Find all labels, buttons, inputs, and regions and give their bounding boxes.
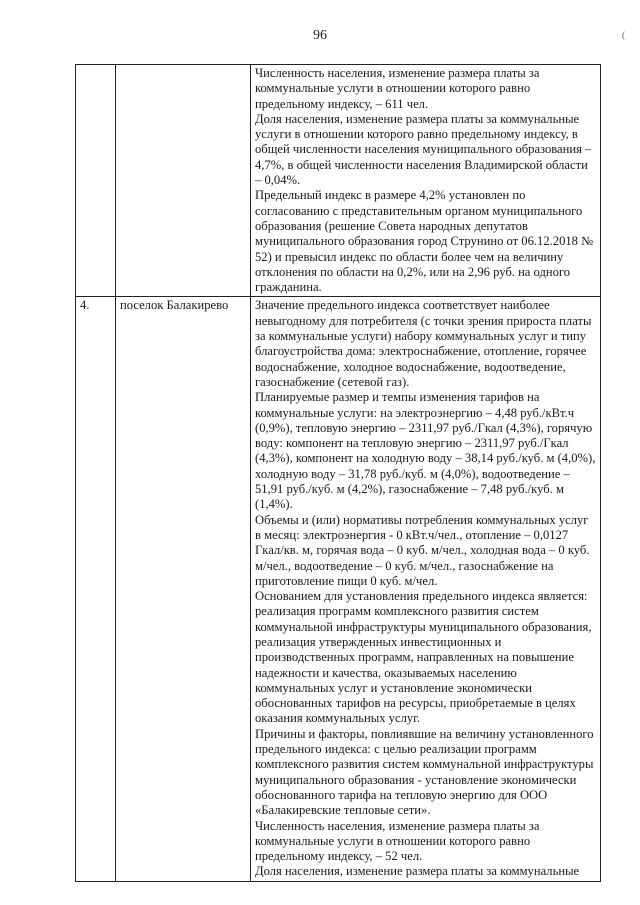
paragraph: Доля населения, изменение размера платы за коммунальные	[255, 864, 580, 879]
municipality-name-cell	[116, 65, 251, 297]
table-row	[76, 65, 601, 297]
paragraph: Причины и факторы, повлиявшие на величину установленного предельного индекса: с целью реализации программ комплексного развития систем коммунальной инфраструктуры муниципального образования - установление экономически обоснованного тарифа на тепловую энергию для ООО «Балакиревские тепловые сети».	[255, 726, 594, 818]
corner-mark: (	[622, 30, 625, 40]
table-row	[76, 297, 601, 881]
description-cell	[251, 65, 601, 297]
description-cell	[251, 297, 601, 881]
paragraph: Численность населения, изменение размера платы за коммунальные услуги в отношении которого равно предельному индексу, – 52 чел.	[255, 818, 540, 864]
paragraph: Доля населения, изменение размера платы за коммунальные услуги в отношении которого равно предельному индексу, в общей численности населения муниципального образования – 4,7%, в общей численности населения Владимирской области – 0,04%.	[255, 111, 592, 188]
municipality-name-cell: поселок Балакирево	[116, 297, 251, 881]
paragraph: Предельный индекс в размере 4,2% установлен по согласованию с представительным органом муниципального образования (решение Совета народных депутатов муниципального образования город Струнино от 06.12.2018 № 52) и превысил индекс по области более чем на величину отклонения по области на 0,2%, или на 2,96 руб. на одного гражданина.	[255, 188, 594, 295]
paragraph: Основанием для установления предельного индекса является: реализация программ комплексного развития систем коммунальной инфраструктуры муниципального образования, реализация утвержденных инвестиционных и производственных программ, направленных на повышение надежности и качества, оказываемых населению коммунальных услуг и установление экономически обоснованных тарифов на ресурсы, приобретаемые в целях оказания коммунальных услуг.	[255, 589, 592, 726]
document-table	[75, 64, 601, 882]
paragraph: Объемы и (или) нормативы потребления коммунальных услуг в месяц: электроэнергия - 0 кВт.ч/чел., отопление – 0,0127 Гкал/кв. м, горячая вода – 0 куб. м/чел., холодная вода – 0 куб. м/чел., водоотведение – 0 куб. м/чел., газоснабжение на приготовление пищи 0 куб. м/чел.	[255, 512, 590, 588]
paragraph: Планируемые размер и темпы изменения тарифов на коммунальные услуги: на электроэнергию – 4,48 руб./кВт.ч (0,9%), тепловую энергию – 2311,97 руб./Гкал (4,3%), горячую воду: компонент на тепловую энергию – 2311,97 руб./Гкал (4,3%), компонент на холодную воду – 38,14 руб./куб. м (4,0%), холодную воду – 31,78 руб./куб. м (4,0%), водоотведение – 51,91 руб./куб. м (4,2%), газоснабжение – 7,48 руб./куб. м (1,4%).	[255, 390, 596, 512]
paragraph: Численность населения, изменение размера платы за коммунальные услуги в отношении которого равно предельному индексу, – 611 чел.	[255, 66, 540, 111]
row-number-cell: 4.	[76, 297, 116, 881]
paragraph: Значение предельного индекса соответствует наиболее невыгодному для потребителя (с точки зрения прироста платы за коммунальные услуги) набору коммунальных услуг и типу благоустройства дома: электроснабжение, отопление, горячее водоснабжение, холодное водоснабжение, водоотведение, газоснабжение (сетевой газ).	[255, 298, 592, 389]
page-number: 96	[313, 28, 327, 43]
row-number-cell	[76, 65, 116, 297]
